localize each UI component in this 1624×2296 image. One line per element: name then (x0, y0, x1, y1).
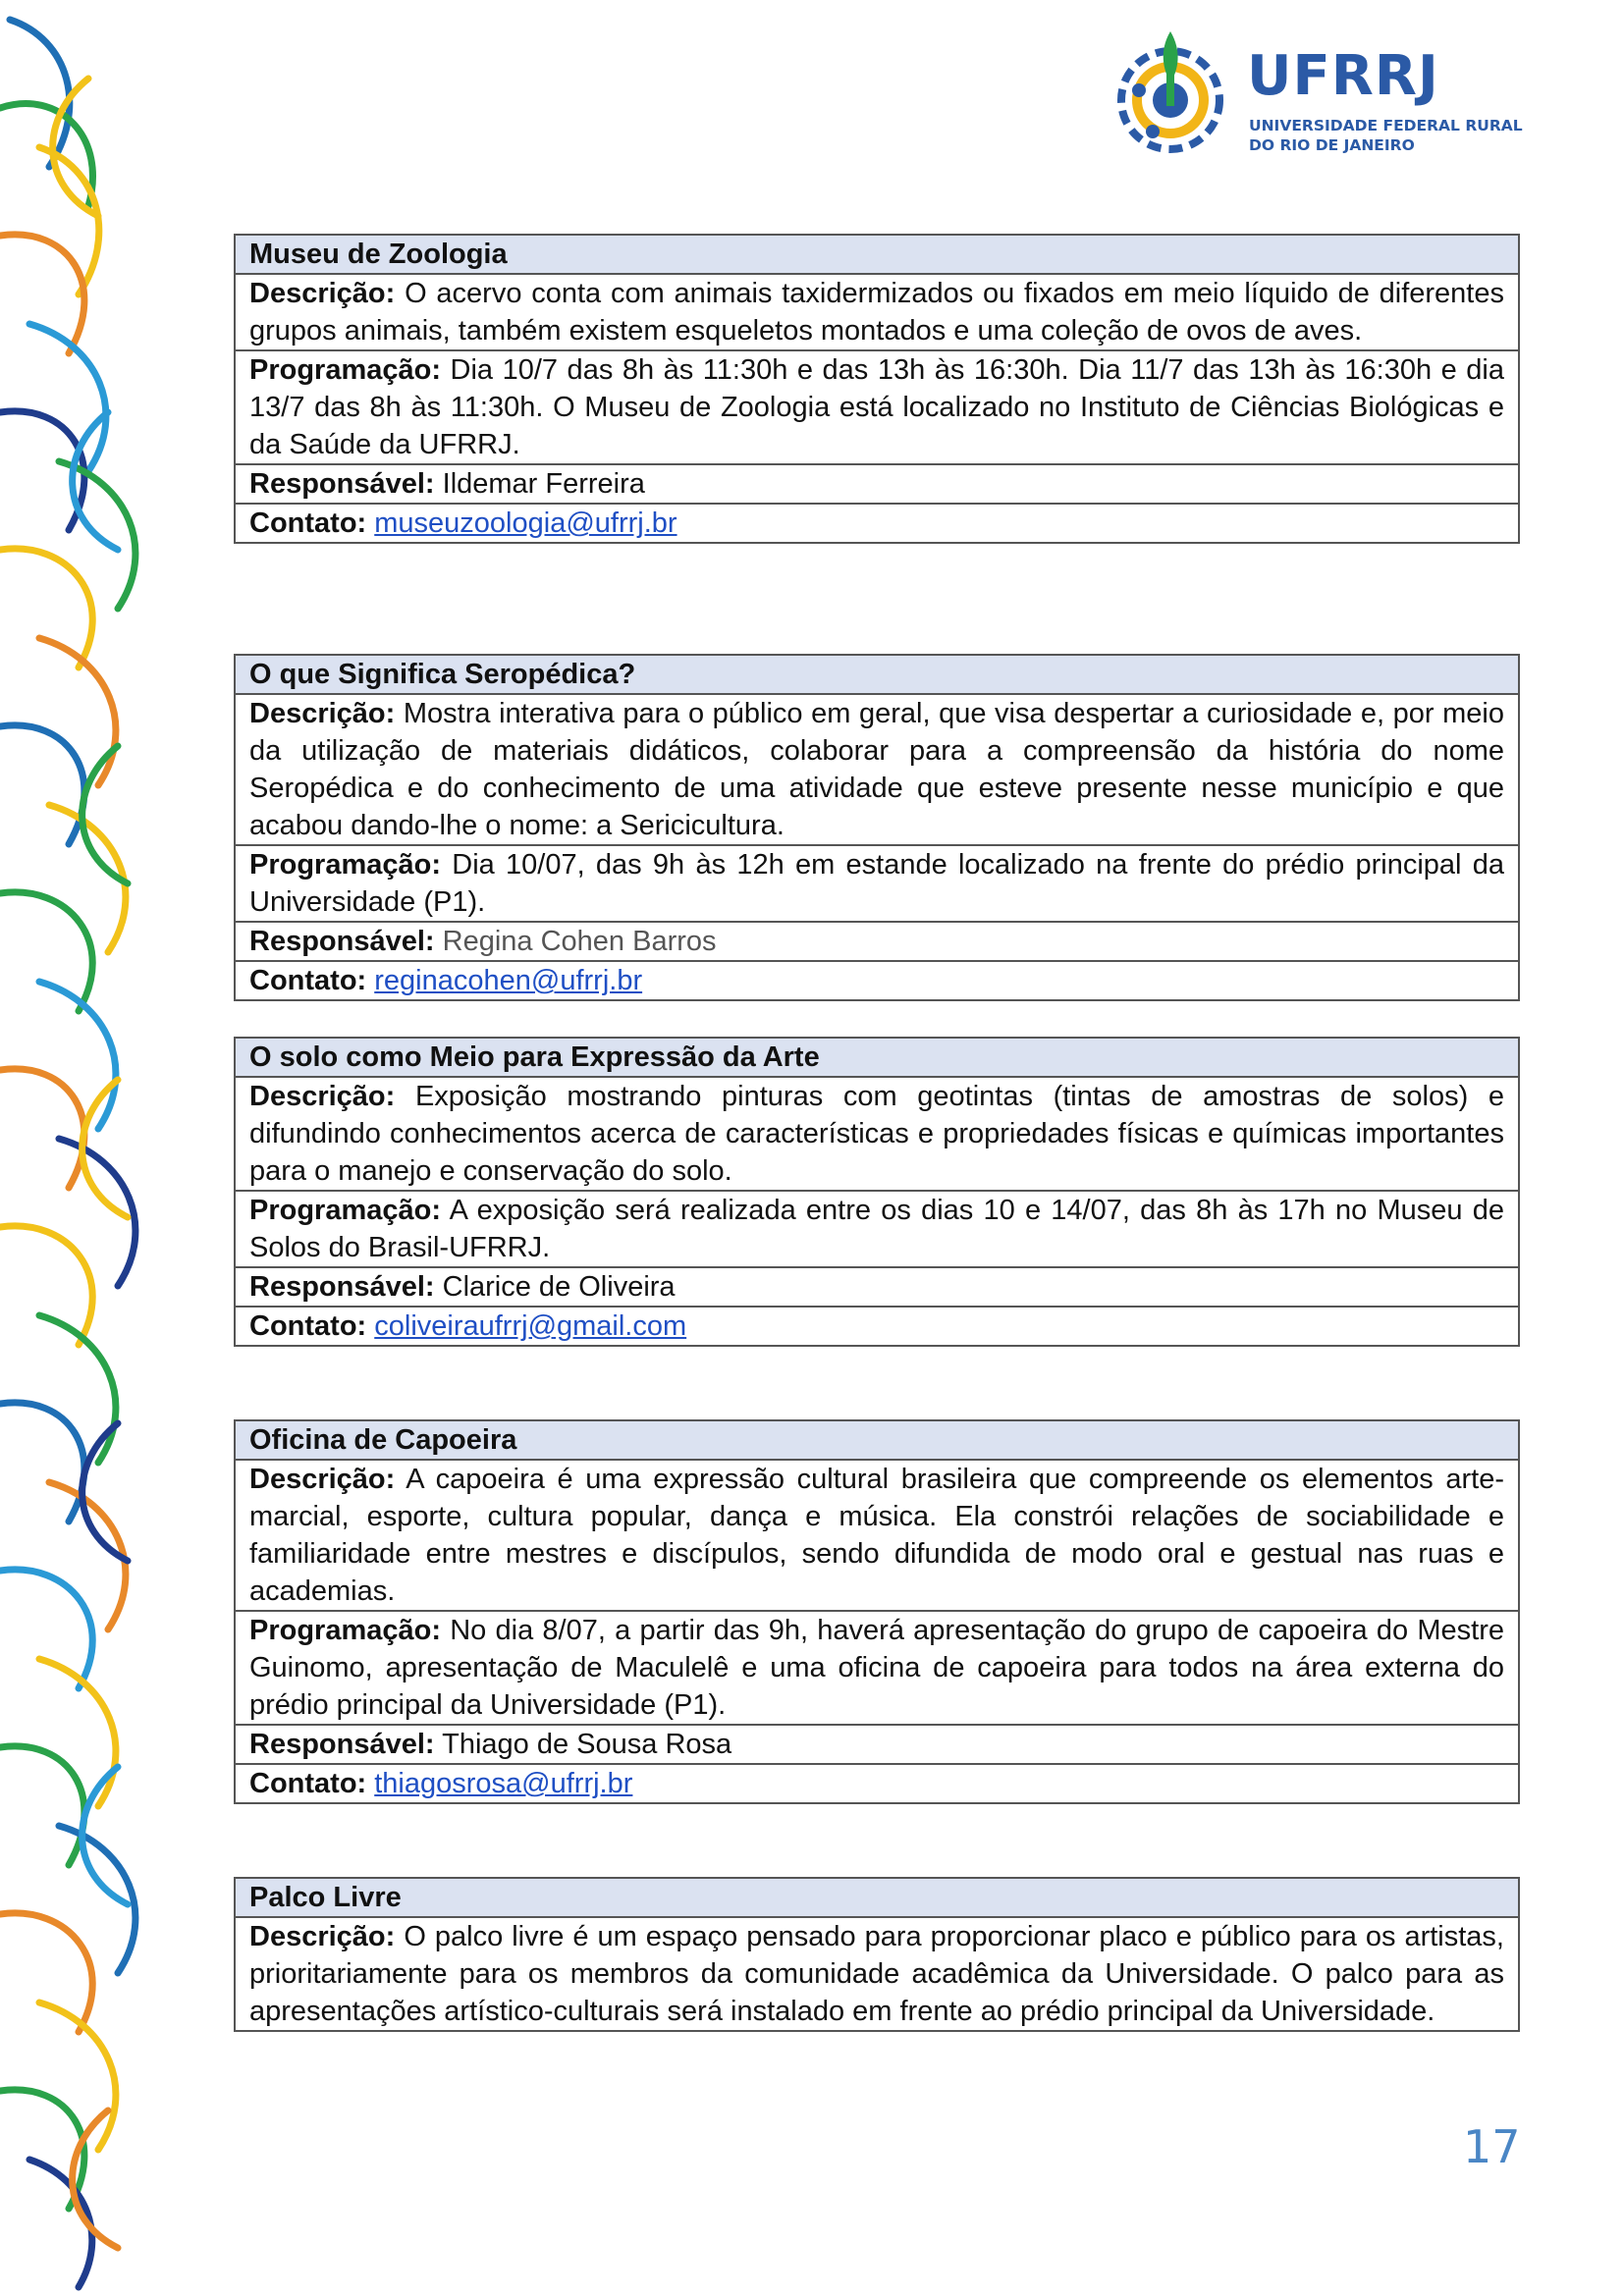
card-contact (236, 505, 1518, 542)
contact-email-link[interactable]: museuzoologia@ufrrj.br (374, 507, 677, 539)
card-title: Museu de Zoologia (236, 236, 1518, 275)
contato-label: Contato: (249, 965, 367, 996)
responsavel-label: Responsável: (249, 468, 435, 500)
card-contact (236, 1308, 1518, 1345)
card-title: Palco Livre (236, 1879, 1518, 1918)
card-responsible (236, 465, 1518, 505)
programacao-text: A exposição será realizada entre os dias 10 e 14/07, das 8h às 17h no Museu de Solos do Brasil-UFRRJ. (249, 1195, 1504, 1263)
card-schedule (236, 351, 1518, 465)
card-schedule (236, 1612, 1518, 1726)
decorative-border (0, 0, 236, 2296)
programacao-text: Dia 10/07, das 9h às 12h em estande localizado na frente do prédio principal da Universidade (P1). (249, 849, 1504, 918)
ufrrj-logo (1110, 22, 1522, 169)
page-number: 17 (1463, 2120, 1521, 2173)
programacao-text: Dia 10/7 das 8h às 11:30h e das 13h às 16:30h. Dia 11/7 das 13h às 16:30h e dia 13/7 das 8h às 11:30h. O Museu de Zoologia está localizado no Instituto de Ciências Biológicas e da Saúde da UFRRJ. (249, 354, 1504, 460)
responsavel-label: Responsável: (249, 1729, 435, 1760)
logo-title: UFRRJ (1247, 44, 1439, 108)
card-description (236, 695, 1518, 846)
card-responsible (236, 1268, 1518, 1308)
card-schedule (236, 846, 1518, 923)
programacao-label: Programação: (249, 1615, 442, 1646)
card-title: O solo como Meio para Expressão da Arte (236, 1039, 1518, 1078)
contato-label: Contato: (249, 1310, 367, 1342)
ufrrj-emblem-icon (1110, 22, 1237, 169)
descricao-label: Descrição: (249, 278, 396, 309)
card-title: O que Significa Seropédica? (236, 656, 1518, 695)
descricao-text: A capoeira é uma expressão cultural brasileira que compreende os elementos arte-marcial, esporte, cultura popular, dança e música. Ela constrói relações de sociabilidade e familiaridade entre mestres e discípulos, sendo difundida de modo oral e gestual nas ruas e academias. (249, 1464, 1504, 1607)
logo-subtitle-line-1: UNIVERSIDADE FEDERAL RURAL (1249, 117, 1523, 134)
activity-card-solo-arte (234, 1037, 1520, 1347)
card-title: Oficina de Capoeira (236, 1421, 1518, 1461)
programacao-label: Programação: (249, 849, 442, 881)
descricao-text: Exposição mostrando pinturas com geotintas (tintas de amostras de solos) e difundindo conhecimentos acerca de características e propriedades físicas e químicas importantes para o manejo e conservação do solo. (249, 1081, 1504, 1187)
responsavel-text: Thiago de Sousa Rosa (434, 1729, 732, 1760)
responsavel-text: Ildemar Ferreira (434, 468, 645, 500)
descricao-text: O palco livre é um espaço pensado para proporcionar placo e público para os artistas, prioritariamente para os membros da comunidade acadêmica da Universidade. O palco para as apresentações artístico-culturais será instalado em frente ao prédio principal da Universidade. (249, 1921, 1504, 2027)
contact-email-link[interactable]: thiagosrosa@ufrrj.br (374, 1768, 633, 1799)
descricao-label: Descrição: (249, 1081, 396, 1112)
contact-email-link[interactable]: coliveiraufrrj@gmail.com (374, 1310, 687, 1342)
card-responsible (236, 1726, 1518, 1765)
descricao-label: Descrição: (249, 1921, 396, 1952)
descricao-text: Mostra interativa para o público em geral, que visa despertar a curiosidade e, por meio da utilização de materiais didáticos, colaborar para a compreensão da história do nome Seropédica e do conhecimento de uma atividade que esteve presente nesse município e que acabou dando-lhe o nome: a Sericicultura. (249, 698, 1504, 841)
programacao-label: Programação: (249, 1195, 442, 1226)
descricao-label: Descrição: (249, 698, 396, 729)
activity-card-museu-zoologia (234, 234, 1520, 544)
card-description (236, 1918, 1518, 2030)
logo-subtitle (1249, 116, 1534, 155)
responsavel-label: Responsável: (249, 1271, 435, 1303)
responsavel-text: Regina Cohen Barros (434, 926, 717, 957)
card-description (236, 1461, 1518, 1612)
descricao-label: Descrição: (249, 1464, 396, 1495)
contato-label: Contato: (249, 507, 367, 539)
card-responsible (236, 923, 1518, 962)
card-schedule (236, 1192, 1518, 1268)
contato-label: Contato: (249, 1768, 367, 1799)
activity-card-seropedica (234, 654, 1520, 1001)
card-contact (236, 1765, 1518, 1802)
logo-subtitle-line-2: DO RIO DE JANEIRO (1249, 136, 1415, 154)
activity-card-capoeira (234, 1419, 1520, 1804)
activity-card-palco-livre (234, 1877, 1520, 2032)
contact-email-link[interactable]: reginacohen@ufrrj.br (374, 965, 643, 996)
programacao-label: Programação: (249, 354, 442, 386)
card-description (236, 1078, 1518, 1192)
responsavel-text: Clarice de Oliveira (434, 1271, 676, 1303)
descricao-text: O acervo conta com animais taxidermizados ou fixados em meio líquido de diferentes grupos animais, também existem esqueletos montados e uma coleção de ovos de aves. (249, 278, 1504, 347)
programacao-text: No dia 8/07, a partir das 9h, haverá apresentação do grupo de capoeira do Mestre Guinomo, apresentação de Maculelê e uma oficina de capoeira para todos na área externa do prédio principal da Universidade (P1). (249, 1615, 1504, 1721)
responsavel-label: Responsável: (249, 926, 435, 957)
card-contact (236, 962, 1518, 999)
card-description (236, 275, 1518, 351)
